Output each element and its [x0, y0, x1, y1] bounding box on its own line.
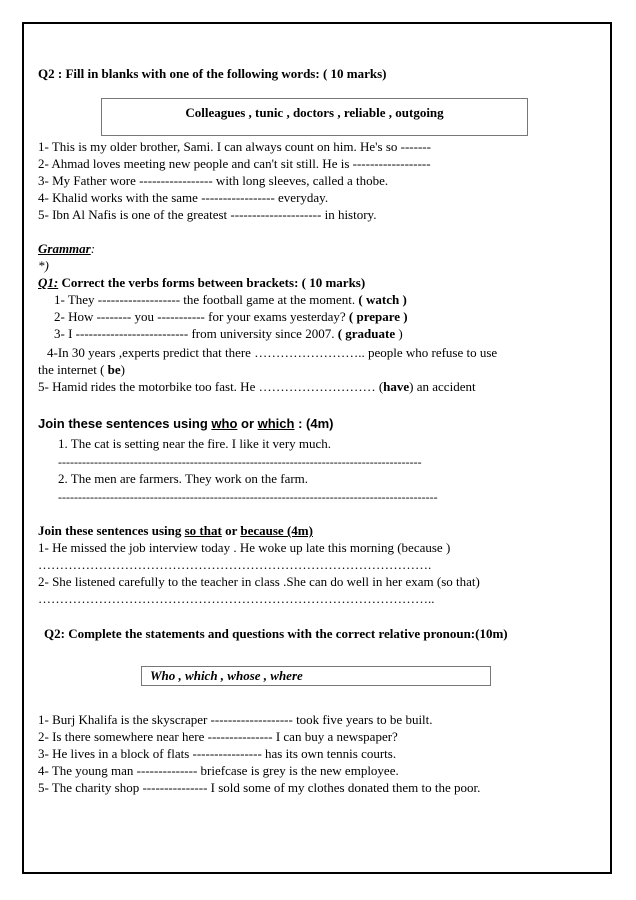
join-who-prefix: Join these sentences using	[38, 416, 212, 431]
rel-item-4: 4- The young man -------------- briefcase is grey is the new employee.	[38, 763, 399, 778]
join-so-mid: or	[221, 523, 241, 538]
fill-item-3: 3- My Father wore ----------------- with long sleeves, called a thobe.	[38, 173, 389, 188]
rel-item-2: 2- Is there somewhere near here --------------- I can buy a newspaper?	[38, 729, 398, 744]
join-who-word2: which	[257, 416, 295, 431]
join-who-word1: who	[211, 416, 238, 431]
grammar-heading	[38, 241, 95, 257]
q1-title: Correct the verbs forms between brackets: ( 10 marks)	[58, 275, 366, 290]
rel-item-5: 5- The charity shop --------------- I sold some of my clothes donated them to the poor.	[38, 780, 481, 795]
q1-title-line	[38, 275, 365, 291]
join-so-answer-2: ………………………………………………………………………………..	[38, 591, 435, 606]
verb-item-3-text: 3- I -------------------------- from university since 2007.	[54, 326, 338, 341]
relative-word-bank-box	[141, 666, 491, 686]
verb-item-5-verb: have	[383, 379, 410, 394]
join-so-prefix: Join these sentences using	[38, 523, 185, 538]
join-so-answer-1: ……………………………………………………………………………….	[38, 557, 432, 572]
grammar-colon: :	[90, 241, 96, 256]
join-who-suffix: : (4m)	[294, 416, 334, 431]
join-who-mid: or	[237, 416, 258, 431]
verb-item-4-close: )	[120, 362, 126, 377]
verb-item-1-text: 1- They ------------------- the football game at the moment.	[54, 292, 359, 307]
verb-item-4-line1: 4-In 30 years ,experts predict that there …………………….. people who refuse to use	[47, 345, 498, 360]
join-who-answer-1: -------------------------------------------------------------------------------------------	[58, 455, 422, 469]
verb-item-2	[54, 309, 408, 325]
join-who-sentence-2: 2. The men are farmers. They work on the farm.	[58, 471, 309, 486]
fill-item-1: 1- This is my older brother, Sami. I can always count on him. He's so -------	[38, 139, 431, 154]
verb-item-4-line2	[38, 362, 125, 378]
q2-fill-title: Q2 : Fill in blanks with one of the following words: ( 10 marks)	[38, 66, 387, 81]
verb-item-1	[54, 292, 407, 308]
verb-item-1-verb: ( watch )	[358, 292, 407, 307]
join-who-answer-2: -----------------------------------------------------------------------------------------------	[58, 490, 438, 504]
fill-item-2: 2- Ahmad loves meeting new people and can't sit still. He is ------------------	[38, 156, 431, 171]
verb-item-3-verb: ( graduate	[337, 326, 396, 341]
verb-item-4-text: the internet (	[38, 362, 108, 377]
fill-item-5: 5- Ibn Al Nafis is one of the greatest --------------------- in history.	[38, 207, 377, 222]
q1-label: Q1:	[38, 275, 59, 290]
grammar-label: Grammar	[38, 241, 91, 256]
join-who-sentence-1: 1. The cat is setting near the fire. I like it very much.	[58, 436, 332, 451]
verb-item-3-tail: )	[395, 326, 403, 341]
join-so-word1: so that	[184, 523, 222, 538]
q2-rel-title: Q2: Complete the statements and questions with the correct relative pronoun:(10m)	[44, 626, 508, 641]
fill-item-4: 4- Khalid works with the same ----------------- everyday.	[38, 190, 329, 205]
relative-word-bank-text: Who , which , whose , where	[150, 668, 303, 683]
verb-item-4-verb: be	[107, 362, 121, 377]
verb-item-5	[38, 379, 476, 395]
join-so-title	[38, 523, 313, 539]
verb-item-5-text: 5- Hamid rides the motorbike too fast. He ……………………… (	[38, 379, 384, 394]
word-bank-text: Colleagues , tunic , doctors , reliable , outgoing	[185, 105, 444, 120]
rel-item-1: 1- Burj Khalifa is the skyscraper ------------------- took five years to be built.	[38, 712, 433, 727]
join-so-sentence-1: 1- He missed the job interview today . He woke up late this morning (because )	[38, 540, 451, 555]
verb-item-3	[54, 326, 403, 342]
verb-item-2-text: 2- How -------- you ----------- for your exams yesterday?	[54, 309, 349, 324]
rel-item-3: 3- He lives in a block of flats ---------------- has its own tennis courts.	[38, 746, 397, 761]
join-who-title	[38, 416, 333, 432]
join-so-word2: because (4m)	[240, 523, 313, 538]
grammar-star: *)	[38, 258, 49, 273]
join-so-sentence-2: 2- She listened carefully to the teacher in class .She can do well in her exam (so that)	[38, 574, 480, 589]
word-bank-box	[101, 98, 528, 136]
verb-item-2-verb: ( prepare )	[348, 309, 408, 324]
verb-item-5-tail: ) an accident	[409, 379, 476, 394]
